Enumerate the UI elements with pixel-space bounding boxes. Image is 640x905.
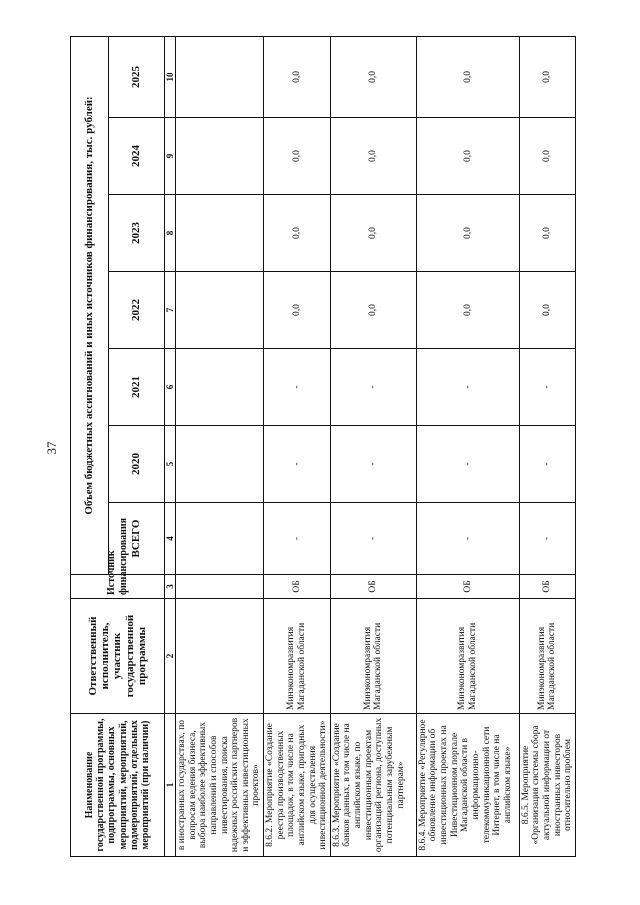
row-executor: Минэкономразвития Магаданской области bbox=[330, 599, 416, 714]
row-value: 0,0 bbox=[264, 195, 331, 272]
table-row bbox=[416, 36, 519, 856]
row-value bbox=[176, 349, 264, 426]
row-value: - bbox=[264, 503, 331, 575]
row-value: 0,0 bbox=[330, 36, 416, 117]
row-value: - bbox=[519, 426, 575, 503]
header-year-2021: 2021 bbox=[109, 349, 165, 426]
column-number: 3 bbox=[165, 575, 176, 599]
budget-table bbox=[70, 36, 576, 857]
row-executor: Минэкономразвития Магаданской области bbox=[264, 599, 331, 714]
row-value: - bbox=[416, 349, 519, 426]
row-name: 8.6.3. Мероприятие «Создание банков данных, в том числе на английском языке, по инвестиционным проектам организаций региона, доступных потенциальным зарубежным партнерам» bbox=[330, 714, 416, 857]
column-number: 1 bbox=[165, 714, 176, 857]
row-source: ОБ bbox=[519, 575, 575, 599]
column-number-row bbox=[165, 36, 176, 856]
rotated-page bbox=[70, 37, 574, 857]
header-funding: Объем бюджетных ассигнований и иных источников финансирования, тыс. рублей: bbox=[71, 36, 109, 574]
row-value: - bbox=[416, 503, 519, 575]
row-value: 0,0 bbox=[264, 36, 331, 117]
row-value: 0,0 bbox=[416, 272, 519, 349]
row-name: 8.6.4. Мероприятие «Регулярное обновление информации об инвестиционных проектах на Инвестиционном портале Магаданской области в информационно-телекоммуникационной сети Интернет, в том числе на английском языке» bbox=[416, 714, 519, 857]
header-year-2022: 2022 bbox=[109, 272, 165, 349]
header-program-name: Наименование государственной программы, подпрограммы, основных мероприятий, мероприятий, подмероприятий, отдельных мероприятий (при наличии) bbox=[71, 714, 165, 857]
header-row-1 bbox=[71, 36, 109, 856]
header-year-2023: 2023 bbox=[109, 195, 165, 272]
column-number: 5 bbox=[165, 426, 176, 503]
row-value: 0,0 bbox=[416, 195, 519, 272]
row-value: 0,0 bbox=[330, 272, 416, 349]
header-year-2025: 2025 bbox=[109, 36, 165, 117]
row-value: - bbox=[264, 426, 331, 503]
row-name: 8.6.5. Мероприятие «Организация системы сбора актуальной информации от иностранных инвесторов относительно проблем bbox=[519, 714, 575, 857]
header-year-2024: 2024 bbox=[109, 118, 165, 195]
row-value bbox=[176, 36, 264, 117]
header-source: Источник финансирования bbox=[71, 575, 165, 599]
row-value: 0,0 bbox=[264, 118, 331, 195]
column-number: 9 bbox=[165, 118, 176, 195]
row-value: 0,0 bbox=[519, 272, 575, 349]
column-number: 8 bbox=[165, 195, 176, 272]
row-value: 0,0 bbox=[416, 36, 519, 117]
row-value bbox=[176, 118, 264, 195]
table-wrapper bbox=[70, 37, 574, 857]
row-value: 0,0 bbox=[519, 195, 575, 272]
row-source bbox=[176, 575, 264, 599]
row-source: ОБ bbox=[264, 575, 331, 599]
row-value: - bbox=[330, 503, 416, 575]
row-value: - bbox=[264, 349, 331, 426]
table-row bbox=[519, 36, 575, 856]
row-value bbox=[176, 426, 264, 503]
row-source: ОБ bbox=[416, 575, 519, 599]
table-row bbox=[176, 36, 264, 856]
column-number: 2 bbox=[165, 599, 176, 714]
column-number: 4 bbox=[165, 503, 176, 575]
row-source: ОБ bbox=[330, 575, 416, 599]
header-year-total: ВСЕГО bbox=[109, 503, 165, 575]
row-value bbox=[176, 195, 264, 272]
row-name: 8.6.2. Мероприятие «Создание реестра производственных площадок, в том числе на английском языке, пригодных для осуществления инвестиционной деятельности» bbox=[264, 714, 331, 857]
column-number: 7 bbox=[165, 272, 176, 349]
row-executor bbox=[176, 599, 264, 714]
header-executor: Ответственный исполнитель, участник государственной программы bbox=[71, 599, 165, 714]
row-value: 0,0 bbox=[416, 118, 519, 195]
row-value: 0,0 bbox=[264, 272, 331, 349]
column-number: 6 bbox=[165, 349, 176, 426]
column-number: 10 bbox=[165, 36, 176, 117]
row-value: - bbox=[330, 349, 416, 426]
row-executor: Минэкономразвития Магаданской области bbox=[519, 599, 575, 714]
header-year-2020: 2020 bbox=[109, 426, 165, 503]
row-value: - bbox=[330, 426, 416, 503]
row-value: 0,0 bbox=[330, 118, 416, 195]
table-row bbox=[264, 36, 331, 856]
row-value: 0,0 bbox=[519, 118, 575, 195]
row-name: в иностранных государствах, по вопросам ведения бизнеса, выбора наиболее эффективных направлений и способов инвестирования, поиска надежных российских партнеров и эффективных инвестиционных проектов» bbox=[176, 714, 264, 857]
row-value: - bbox=[519, 349, 575, 426]
row-value: 0,0 bbox=[519, 36, 575, 117]
row-value bbox=[176, 272, 264, 349]
row-executor: Минэкономразвития Магаданской области bbox=[416, 599, 519, 714]
row-value: - bbox=[416, 426, 519, 503]
row-value bbox=[176, 503, 264, 575]
row-value: 0,0 bbox=[330, 195, 416, 272]
row-value: - bbox=[519, 503, 575, 575]
page-number: 37 bbox=[44, 441, 59, 455]
table-row bbox=[330, 36, 416, 856]
